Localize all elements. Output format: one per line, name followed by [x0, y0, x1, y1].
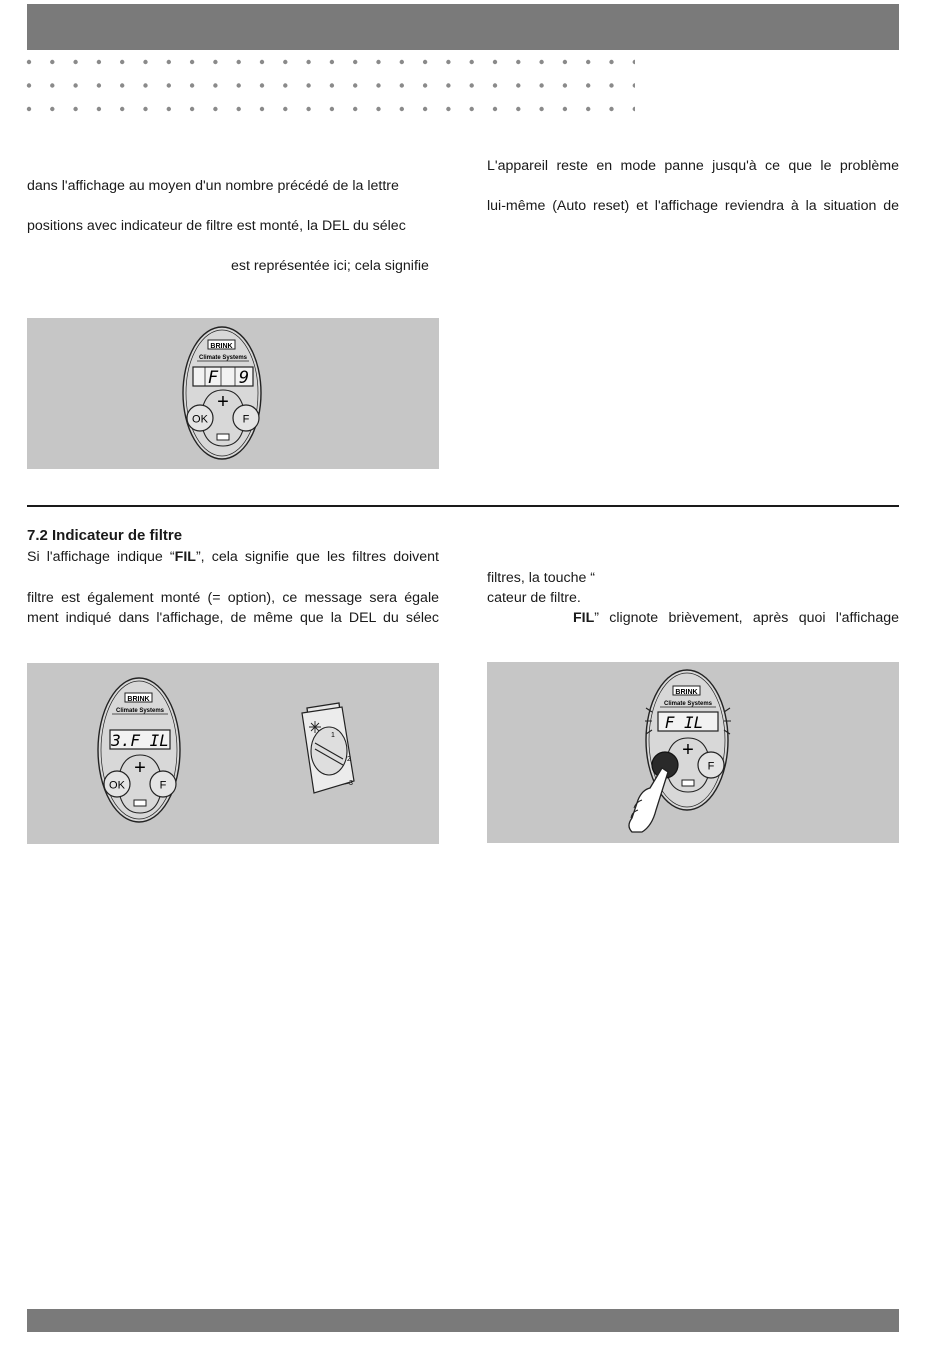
dot	[376, 107, 380, 111]
dot	[213, 83, 217, 87]
left-top-line-1: dans l'affichage au moyen d'un nombre précédé de la lettre	[27, 178, 399, 194]
dot	[423, 107, 427, 111]
dot	[97, 107, 101, 111]
dot	[376, 83, 380, 87]
dot	[400, 60, 404, 64]
dot	[190, 83, 194, 87]
dot	[586, 107, 590, 111]
dot	[330, 107, 334, 111]
switch-position-3: 3	[349, 780, 353, 787]
pointing-hand-icon	[629, 768, 668, 832]
dot	[260, 83, 264, 87]
dot	[27, 83, 31, 87]
dot	[470, 83, 474, 87]
section-right-line-1: filtres, la touche “	[487, 570, 596, 586]
dot	[73, 83, 77, 87]
brand-logo: BRINK	[210, 343, 233, 350]
dot	[283, 60, 287, 64]
dot	[330, 60, 334, 64]
dot	[446, 60, 450, 64]
plus-button[interactable]: +	[134, 757, 146, 779]
control-unit-illustration	[27, 318, 439, 469]
dot	[330, 83, 334, 87]
dot	[50, 107, 54, 111]
dot	[143, 83, 147, 87]
left-top-line-2: positions avec indicateur de filtre est monté, la DEL du sélec	[27, 218, 406, 234]
section-right-line-3: FIL” clignote brièvement, après quoi l'affichage	[573, 610, 899, 626]
dot	[586, 83, 590, 87]
display-text: F IL	[664, 713, 704, 732]
ok-button-label: OK	[192, 413, 208, 426]
dot	[237, 60, 241, 64]
minus-button[interactable]	[217, 434, 229, 440]
dot	[167, 83, 171, 87]
brand-subtitle: Climate Systems	[663, 701, 713, 707]
dot	[516, 60, 520, 64]
display-panel-3	[487, 662, 899, 843]
dot	[539, 83, 543, 87]
dot	[423, 83, 427, 87]
right-top-line-2: lui-même (Auto reset) et l'affichage reviendra à la situation de	[487, 198, 899, 214]
f-button-label: F	[707, 760, 715, 773]
section-left-line-1: Si l'affichage indique “FIL”, cela signifie que les filtres doivent	[27, 549, 439, 565]
dot	[633, 60, 635, 64]
dot	[493, 107, 497, 111]
dot	[563, 60, 567, 64]
control-unit-reset-illustration	[487, 662, 899, 843]
dot	[120, 107, 124, 111]
dot	[213, 107, 217, 111]
plus-button[interactable]: +	[217, 391, 229, 413]
switch-position-1: 1	[331, 732, 335, 739]
dot	[306, 83, 310, 87]
dot	[27, 60, 31, 64]
dot	[446, 107, 450, 111]
dot	[306, 60, 310, 64]
dot	[120, 83, 124, 87]
dot	[353, 107, 357, 111]
dot	[167, 107, 171, 111]
dot	[50, 83, 54, 87]
dot	[446, 83, 450, 87]
ok-button-label: OK	[109, 779, 125, 792]
dot	[353, 83, 357, 87]
dot	[470, 107, 474, 111]
dot	[97, 60, 101, 64]
dot	[516, 83, 520, 87]
dot	[306, 107, 310, 111]
dot	[73, 60, 77, 64]
dot	[423, 60, 427, 64]
section-right-line-2: cateur de filtre.	[487, 590, 581, 606]
dot	[50, 60, 54, 64]
f-button-label: F	[242, 413, 250, 426]
display-digit-right: 9	[238, 368, 250, 388]
section-heading: 7.2 Indicateur de filtre	[27, 527, 183, 544]
control-unit-and-switch-illustration	[27, 663, 439, 844]
dot	[73, 107, 77, 111]
dot	[97, 83, 101, 87]
dot	[353, 60, 357, 64]
right-top-line-1: L'appareil reste en mode panne jusqu'à ce que le problème	[487, 158, 899, 174]
brand-logo: BRINK	[675, 689, 698, 696]
dot	[400, 107, 404, 111]
dot	[283, 83, 287, 87]
dot	[539, 107, 543, 111]
plus-button[interactable]: +	[682, 739, 694, 761]
dot	[609, 83, 613, 87]
dot	[633, 107, 635, 111]
dot	[493, 83, 497, 87]
display-panel-2	[27, 663, 439, 844]
dot	[539, 60, 543, 64]
f-button-label: F	[159, 779, 167, 792]
dot	[213, 60, 217, 64]
dot	[260, 60, 264, 64]
dot	[283, 107, 287, 111]
dot	[516, 107, 520, 111]
display-panel-1	[27, 318, 439, 469]
dot	[237, 83, 241, 87]
minus-button[interactable]	[682, 780, 694, 786]
dot	[586, 60, 590, 64]
dot	[237, 107, 241, 111]
dot	[400, 83, 404, 87]
brand-logo: BRINK	[127, 696, 150, 703]
dot	[190, 60, 194, 64]
three-position-switch[interactable]	[302, 703, 354, 793]
dot	[120, 60, 124, 64]
section-left-line-2: filtre est également monté (= option), ce message sera égale	[27, 590, 439, 606]
dot	[493, 60, 497, 64]
dot	[609, 60, 613, 64]
footer-bar	[27, 1309, 899, 1332]
display-digit-left: F	[207, 368, 219, 388]
section-left-line-3: ment indiqué dans l'affichage, de même que la DEL du sélec	[27, 610, 439, 626]
dot	[633, 83, 635, 87]
dot	[609, 107, 613, 111]
section-divider	[27, 505, 899, 507]
brand-subtitle: Climate Systems	[115, 708, 165, 714]
dot	[143, 107, 147, 111]
dot	[563, 83, 567, 87]
dot	[190, 107, 194, 111]
dot	[167, 60, 171, 64]
brand-subtitle: Climate Systems	[198, 355, 248, 361]
left-top-line-3: est représentée ici; cela signifie	[231, 258, 429, 274]
dot	[376, 60, 380, 64]
header-bar	[27, 4, 899, 50]
dot	[260, 107, 264, 111]
dot	[27, 107, 31, 111]
dot-pattern	[25, 56, 635, 116]
switch-position-2: 2	[347, 756, 351, 763]
minus-button[interactable]	[134, 800, 146, 806]
dot	[563, 107, 567, 111]
display-text: 3.F IL	[111, 731, 169, 750]
dot	[143, 60, 147, 64]
dot	[470, 60, 474, 64]
